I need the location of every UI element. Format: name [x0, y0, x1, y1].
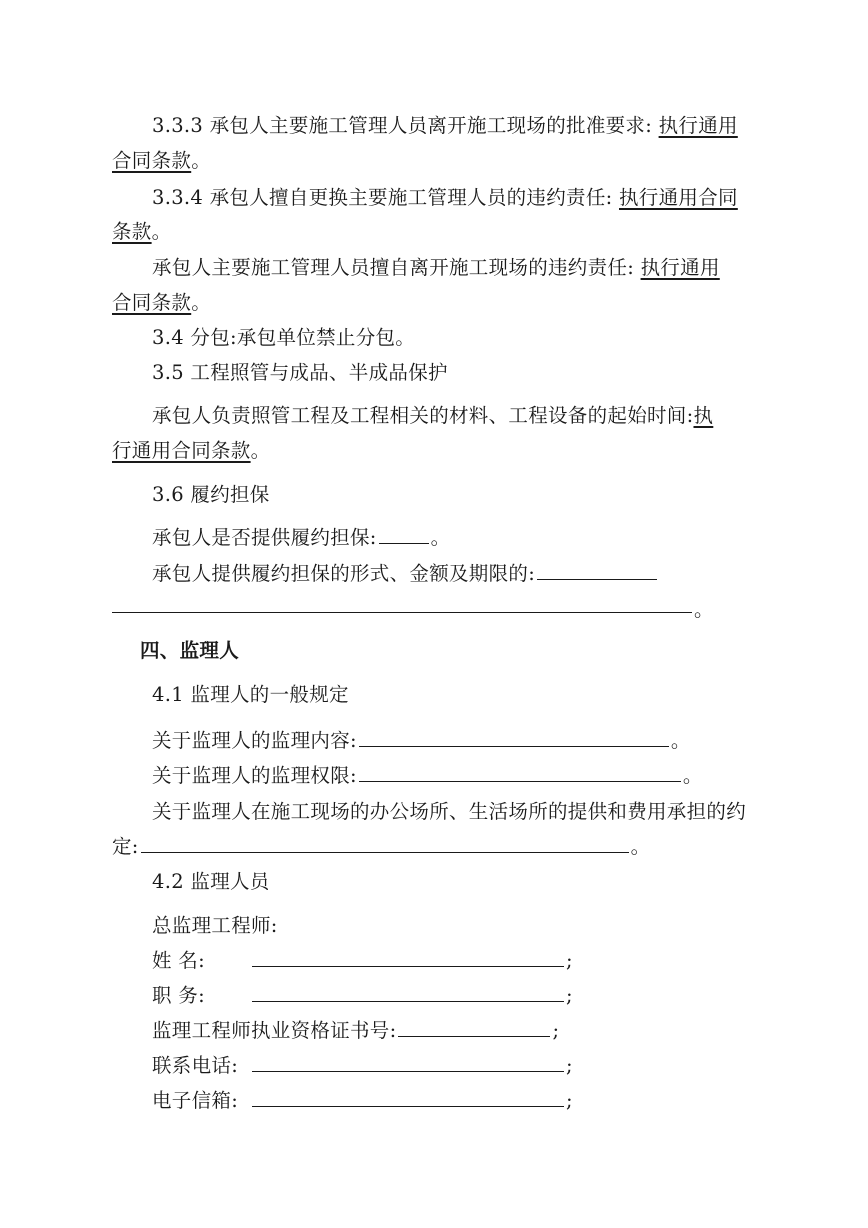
clause-36-q2 [152, 556, 757, 591]
section4-heading: 四、监理人 [140, 639, 240, 662]
clause-35-heading: 3.5 工程照管与成品、半成品保护 [152, 361, 448, 384]
clause-334-end: 。 [151, 220, 172, 243]
clause-35-end: 。 [250, 439, 271, 462]
clause-334-value-b: 条款 [112, 220, 152, 243]
cert-label: 监理工程师执业资格证书号: [152, 1019, 397, 1042]
supervision-content-end: 。 [670, 729, 691, 752]
phone-semi: ; [566, 1054, 573, 1077]
clause-334b-end: 。 [191, 291, 212, 314]
clause-334b-line2 [112, 285, 757, 320]
office-agreement-line1: 关于监理人在施工现场的办公场所、生活场所的提供和费用承担的约 [152, 800, 747, 823]
clause-35-line1 [152, 398, 757, 433]
clause-334b-value-b: 合同条款 [112, 291, 192, 314]
name-blank[interactable] [252, 944, 564, 967]
title-semi: ; [566, 984, 573, 1007]
clause-333-value-b: 合同条款 [112, 149, 192, 172]
supervision-content-label: 关于监理人的监理内容: [152, 729, 357, 752]
supervision-content-blank[interactable] [359, 724, 669, 747]
bond-form-blank[interactable] [537, 557, 657, 580]
clause-334-line2 [112, 214, 757, 249]
supervision-authority-row [152, 758, 757, 793]
clause-333-text: 3.3.3 承包人主要施工管理人员离开施工现场的批准要求 [152, 114, 646, 137]
clause-334b-text: 承包人主要施工管理人员擅自离开施工现场的违约责任: [152, 256, 635, 279]
clause-35-text: 承包人负责照管工程及工程相关的材料、工程设备的起始时间: [152, 404, 694, 427]
clause-35-line2 [112, 433, 757, 468]
title-row [152, 978, 757, 1013]
office-agreement-end: 。 [630, 835, 651, 858]
office-agreement-blank[interactable] [141, 830, 629, 853]
supervision-authority-label: 关于监理人的监理权限: [152, 764, 357, 787]
section41-heading: 4.1 监理人的一般规定 [152, 683, 349, 706]
clause-333-value-a: 执行通用 [658, 114, 738, 137]
name-label: 姓 名: [152, 949, 205, 972]
email-blank[interactable] [252, 1084, 564, 1107]
clause-333-colon: : [645, 114, 653, 137]
email-semi: ; [566, 1089, 573, 1112]
clause-34 [152, 320, 757, 355]
cert-blank[interactable] [398, 1014, 550, 1037]
email-row [152, 1083, 757, 1118]
clause-333-line2 [112, 143, 757, 178]
clause-334-text: 3.3.4 承包人擅自更换主要施工管理人员的违约责任: [152, 186, 613, 209]
name-semi: ; [566, 949, 573, 972]
name-row [152, 943, 757, 978]
phone-label: 联系电话: [152, 1054, 239, 1077]
cert-row [152, 1013, 757, 1048]
clause-333-line1 [152, 108, 757, 143]
clause-36-q2-end: 。 [694, 598, 714, 621]
clause-334b-value-a: 执行通用 [640, 256, 720, 279]
clause-35-value-b: 行通用合同条款 [112, 439, 251, 462]
clause-34-value: 承包单位禁止分包。 [236, 326, 416, 349]
clause-334-value-a: 执行通用合同 [619, 186, 738, 209]
title-label: 职 务: [152, 984, 205, 1007]
supervision-authority-blank[interactable] [359, 759, 681, 782]
office-agreement-label: 定: [112, 835, 139, 858]
bond-form-blank-continued[interactable] [112, 612, 692, 613]
performance-bond-blank[interactable] [379, 521, 429, 544]
phone-row [152, 1048, 757, 1083]
office-agreement-line2 [112, 829, 757, 864]
supervision-authority-end: 。 [682, 764, 703, 787]
clause-36-q1-end: 。 [430, 526, 451, 549]
clause-334b-line1 [152, 250, 757, 285]
title-blank[interactable] [252, 979, 564, 1002]
clause-35-value-a: 执 [693, 404, 714, 427]
chief-engineer-label: 总监理工程师: [152, 914, 278, 937]
supervision-content-row [152, 723, 757, 758]
email-label: 电子信箱: [152, 1089, 239, 1112]
clause-334-line1 [152, 180, 757, 215]
clause-333-end: 。 [191, 149, 212, 172]
clause-36-q2-label: 承包人提供履约担保的形式、金额及期限的: [152, 562, 536, 585]
clause-34-label: 3.4 分包: [152, 326, 237, 349]
clause-36-q1 [152, 520, 757, 555]
phone-blank[interactable] [252, 1049, 564, 1072]
clause-36-heading: 3.6 履约担保 [152, 483, 270, 506]
clause-36-q1-label: 承包人是否提供履约担保: [152, 526, 377, 549]
section42-heading: 4.2 监理人员 [152, 870, 270, 893]
cert-semi: ; [552, 1019, 560, 1042]
